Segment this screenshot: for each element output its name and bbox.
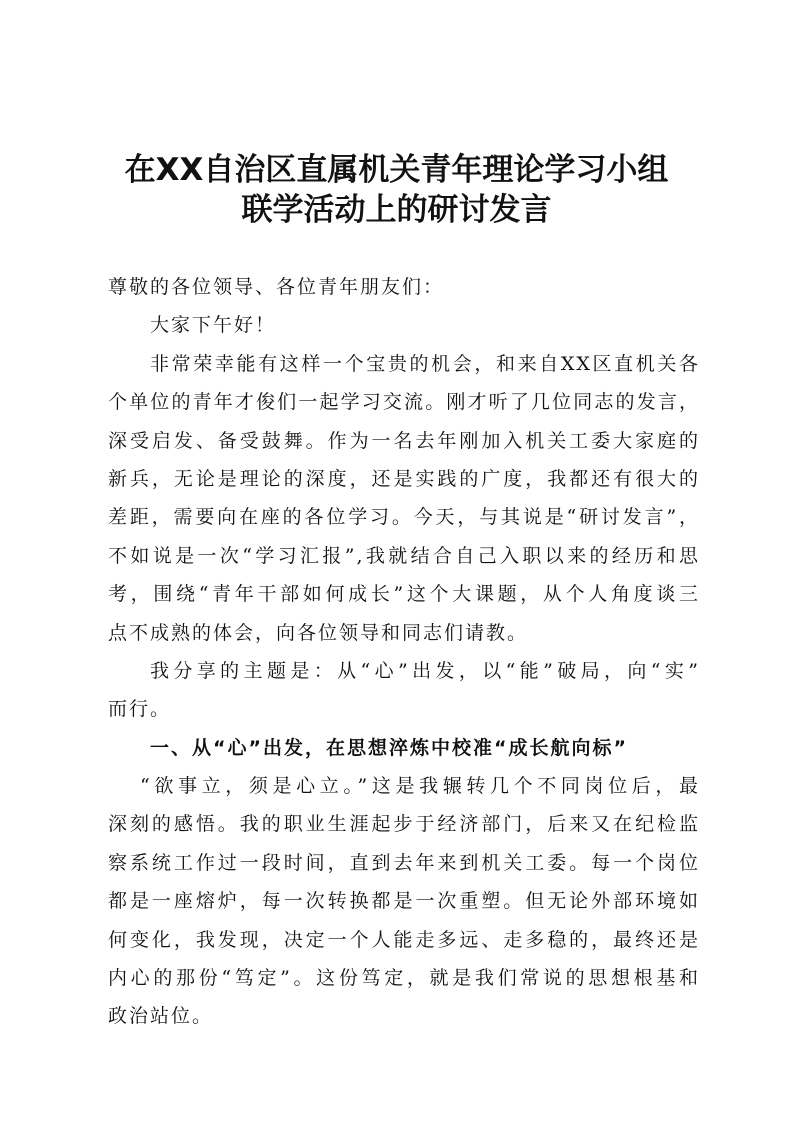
text-line: 我分享的主题是：从“心”出发，以“能”破局，向“实” bbox=[150, 659, 700, 682]
paragraph-section-1 bbox=[108, 767, 700, 1036]
text-line: 考，围绕“青年干部如何成长”这个大课题，从个人角度谈三 bbox=[108, 583, 700, 606]
greeting: 大家下午好！ bbox=[150, 314, 277, 337]
text-line: 不如说是一次“学习汇报”,我就结合自己入职以来的经历和思 bbox=[108, 544, 700, 567]
text-line: 非常荣幸能有这样一个宝贵的机会，和来自XX区直机关各 bbox=[150, 352, 700, 375]
text-line: 点不成熟的体会，向各位领导和同志们请教。 bbox=[108, 621, 529, 644]
text-line: 而行。 bbox=[108, 698, 172, 721]
text-line: 个单位的青年才俊们一起学习交流。刚才听了几位同志的发言， bbox=[108, 391, 700, 414]
text-line: 何变化，我发现，决定一个人能走多远、走多稳的，最终还是 bbox=[108, 928, 700, 951]
text-line: 深受启发、备受鼓舞。作为一名去年刚加入机关工委大家庭的 bbox=[108, 429, 700, 452]
salutation: 尊敬的各位领导、各位青年朋友们： bbox=[108, 276, 445, 298]
text-line: 深刻的感悟。我的职业生涯起步于经济部门，后来又在纪检监 bbox=[108, 813, 700, 836]
document-title-line-2: 联学活动上的研讨发言 bbox=[241, 192, 552, 228]
text-line: 新兵，无论是理论的深度，还是实践的广度，我都还有很大的 bbox=[108, 467, 700, 490]
text-line: 察系统工作过一段时间，直到去年来到机关工委。每一个岗位 bbox=[108, 851, 700, 874]
section-heading-1: 一、从“心”出发，在思想淬炼中校准“成长航向标” bbox=[150, 736, 628, 759]
text-line: “欲事立，须是心立。”这是我辗转几个不同岗位后，最 bbox=[140, 775, 700, 798]
document-body bbox=[108, 268, 700, 1036]
text-line: 差距，需要向在座的各位学习。今天，与其说是“研讨发言”， bbox=[108, 506, 700, 529]
text-line: 内心的那份“笃定”。这份笃定，就是我们常说的思想根基和 bbox=[108, 967, 700, 990]
document-title-line-1: 在XX自治区直属机关青年理论学习小组 bbox=[124, 152, 669, 188]
text-line: 都是一座熔炉，每一次转换都是一次重塑。但无论外部环境如 bbox=[108, 890, 700, 913]
paragraph-intro bbox=[108, 345, 700, 652]
paragraph-theme bbox=[108, 652, 700, 729]
text-line: 政治站位。 bbox=[108, 1005, 214, 1028]
